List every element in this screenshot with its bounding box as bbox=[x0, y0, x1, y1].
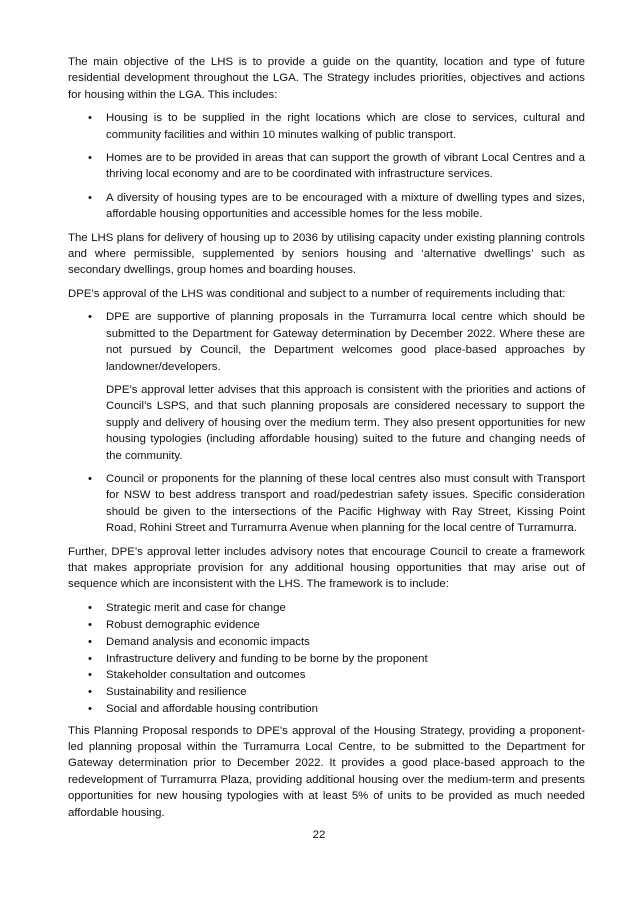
list-item-text: Social and affordable housing contribution bbox=[106, 703, 318, 716]
bullet-icon: • bbox=[88, 112, 92, 125]
list-item-text: Council or proponents for the planning of these local centres also must consult with Transport for NSW to best address transport and road/pedestrian safety issues. Specific consideration should be given to the intersections of the Pacific Highway with Ray Street, Kissing Point Road, Rohini Street and Turramurra Avenue when planning for the local centre of Turramurra. bbox=[106, 472, 585, 535]
bullet-icon: • bbox=[88, 191, 92, 204]
intro-paragraph: The main objective of the LHS is to provide a guide on the quantity, location and type of future residential development throughout the LGA. The Strategy includes priorities, objectives and actions for housing within the LGA. This includes: bbox=[68, 56, 585, 101]
bullet-icon: • bbox=[88, 152, 92, 165]
list-item bbox=[68, 600, 585, 616]
document-body bbox=[68, 54, 585, 828]
list-item-text: Sustainability and resilience bbox=[106, 686, 247, 699]
list-item bbox=[68, 701, 585, 717]
lhs-plans-paragraph: The LHS plans for delivery of housing up to 2036 by utilising capacity under existing planning controls and where permissible, supplemented by seniors housing and ‘alternative dwellings’ such as secondary dwellings, group homes and boarding houses. bbox=[68, 231, 585, 277]
requirements-list bbox=[68, 309, 585, 536]
list-item bbox=[68, 617, 585, 633]
dpe-approval-paragraph: DPE’s approval of the LHS was conditional and subject to a number of requirements including that: bbox=[68, 287, 566, 300]
bullet-icon: • bbox=[88, 601, 92, 614]
list-item-text: A diversity of housing types are to be encouraged with a mixture of dwelling types and sizes, affordable housing opportunities and accessible homes for the less mobile. bbox=[106, 191, 585, 221]
list-item-text: Robust demographic evidence bbox=[106, 618, 260, 631]
list-item-subparagraph: DPE’s approval letter advises that this approach is consistent with the priorities and actions of Council’s LSPS, and that such planning proposals are considered necessary to support the supply and delivery of housing over the medium term. They also present opportunities for new housing typologies (including affordable housing) suited to the future and changing needs of the community. bbox=[106, 383, 585, 462]
list-item bbox=[68, 150, 585, 183]
list-item-text: Stakeholder consultation and outcomes bbox=[106, 669, 306, 682]
list-item bbox=[68, 309, 585, 464]
framework-list bbox=[68, 600, 585, 718]
list-item bbox=[68, 471, 585, 537]
further-paragraph: Further, DPE’s approval letter includes advisory notes that encourage Council to create a framework that makes appropriate provision for any additional housing opportunities that may arise out of sequence which are inconsistent with the LHS. The framework is to include: bbox=[68, 545, 585, 591]
bullet-icon: • bbox=[88, 635, 92, 648]
list-item-text: Infrastructure delivery and funding to be borne by the proponent bbox=[106, 652, 428, 665]
bullet-icon: • bbox=[88, 703, 92, 716]
conclusion-paragraph: This Planning Proposal responds to DPE’s approval of the Housing Strategy, providing a proponent-led planning proposal within the Turramurra Local Centre, to be submitted to the Department for Gateway determination prior to December 2022. It provides a good place-based approach to the redevelopment of Turramurra Plaza, providing additional housing over the medium-term and presents opportunities for new housing typologies with at least 5% of units to be provided as much needed affordable housing. bbox=[68, 724, 585, 819]
bullet-icon: • bbox=[88, 669, 92, 682]
intro-bullet-list bbox=[68, 110, 585, 222]
list-item bbox=[68, 634, 585, 650]
list-item-text: DPE are supportive of planning proposals in the Turramurra local centre which should be submitted to the Department for Gateway determination by December 2022. Where these are not pursued by Council, the Department welcomes good place-based approaches by landowner/developers. bbox=[106, 311, 585, 373]
list-item bbox=[68, 651, 585, 667]
bullet-icon: • bbox=[88, 311, 92, 324]
list-item bbox=[68, 667, 585, 683]
list-item-text: Housing is to be supplied in the right locations which are close to services, cultural and community facilities and within 10 minutes walking of public transport. bbox=[106, 112, 585, 141]
list-item bbox=[68, 684, 585, 700]
bullet-icon: • bbox=[88, 652, 92, 665]
bullet-icon: • bbox=[88, 618, 92, 631]
list-item bbox=[68, 110, 585, 143]
bullet-icon: • bbox=[88, 472, 92, 485]
bullet-icon: • bbox=[88, 686, 92, 699]
list-item-text: Strategic merit and case for change bbox=[106, 601, 286, 614]
page-number: 22 bbox=[312, 829, 326, 841]
list-item bbox=[68, 190, 585, 223]
list-item-text: Demand analysis and economic impacts bbox=[106, 635, 310, 648]
list-item-text: Homes are to be provided in areas that can support the growth of vibrant Local Centres and a thriving local economy and are to be coordinated with infrastructure services. bbox=[106, 152, 585, 181]
